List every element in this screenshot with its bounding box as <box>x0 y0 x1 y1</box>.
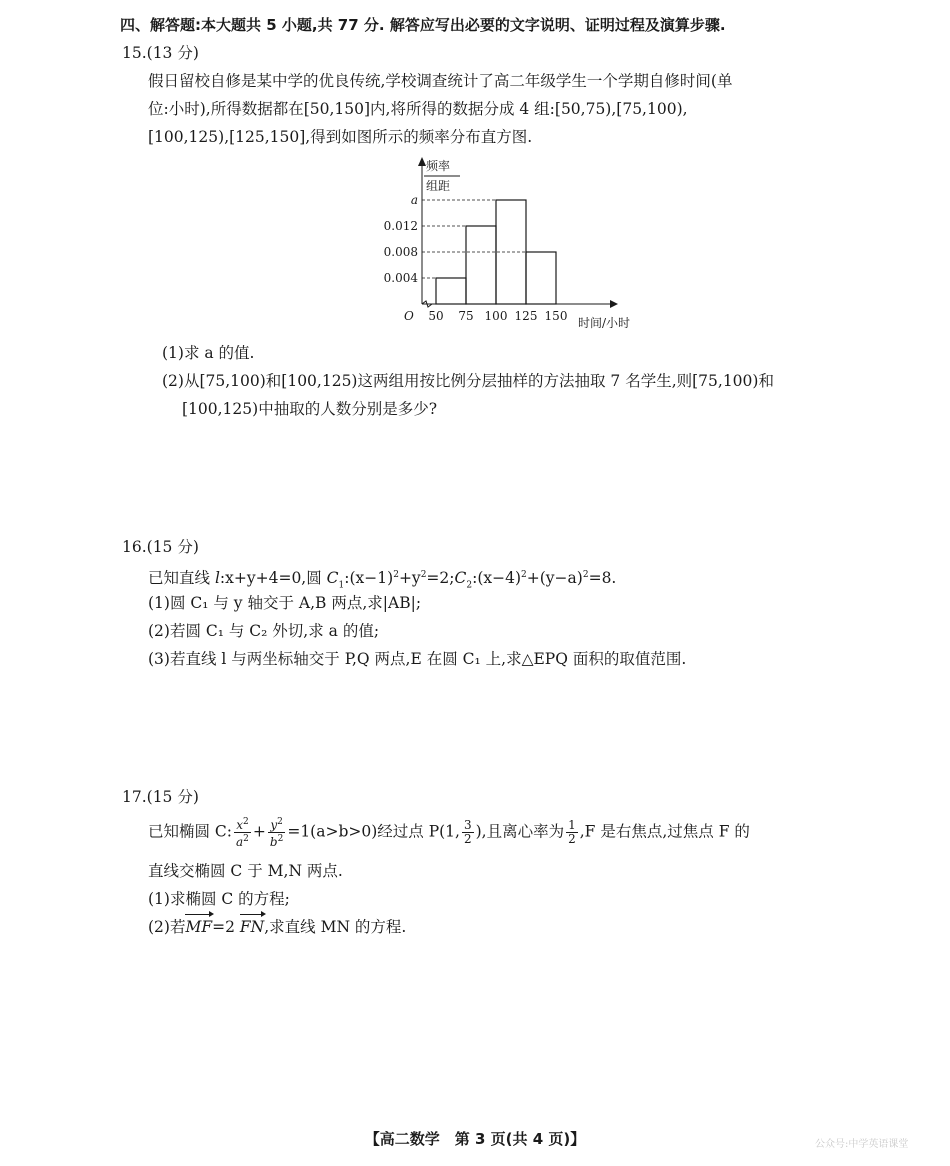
y-tick-label: 0.012 <box>383 219 418 233</box>
vector-fn: FN <box>239 918 265 936</box>
q16-part1: (1)圆 C₁ 与 y 轴交于 A,B 两点,求|AB|; <box>148 594 422 612</box>
q15-number: 15.(13 分) <box>122 44 199 62</box>
q16-part2: (2)若圆 C₁ 与 C₂ 外切,求 a 的值; <box>148 622 380 640</box>
q17-line2: 直线交椭圆 C 于 M,N 两点. <box>148 862 343 880</box>
q17-part2: (2)若MF=2 FN,求直线 MN 的方程. <box>148 918 407 936</box>
q15-para-line1: 假日留校自修是某中学的优良传统,学校调查统计了高二年级学生一个学期自修时间(单 <box>148 72 733 90</box>
x-tick-label: 125 <box>514 309 538 323</box>
y-axis-label-bottom: 组距 <box>426 179 451 193</box>
x-tick-label: 75 <box>458 309 474 323</box>
y-tick-label: 0.008 <box>383 245 418 259</box>
q15-part2-line2: [100,125)中抽取的人数分别是多少? <box>182 400 438 418</box>
frequency-histogram <box>370 152 680 342</box>
histogram-bar <box>466 226 496 304</box>
x-tick-label: 100 <box>484 309 508 323</box>
q17-number: 17.(15 分) <box>122 788 199 806</box>
histogram-bar <box>526 252 556 304</box>
histogram-bar <box>496 200 526 304</box>
watermark: 公众号:中学英语课堂 <box>815 1139 909 1150</box>
section-header: 四、解答题:本大题共 5 小题,共 77 分. 解答应写出必要的文字说明、证明过程及演算步骤. <box>120 16 726 34</box>
q16-part3: (3)若直线 l 与两坐标轴交于 P,Q 两点,E 在圆 C₁ 上,求△EPQ 面积的取值范围. <box>148 650 687 668</box>
q15-para-line2: 位:小时),所得数据都在[50,150]内,将所得的数据分成 4 组:[50,75),[75,100), <box>148 100 688 118</box>
x-axis-arrow <box>610 300 618 308</box>
q16-given: 已知直线 l:x+y+4=0,圆 $C_1:(x-1)^2+y^2=2;C_2:(x-4)^2+(y-a)^2=8$. <box>148 569 617 591</box>
x-axis-label: 时间/小时 <box>578 316 631 330</box>
q15-part1: (1)求 a 的值. <box>162 344 255 362</box>
x-tick-label: 150 <box>544 309 568 323</box>
q16-number: 16.(15 分) <box>122 538 199 556</box>
page-footer: 【高二数学 第 3 页(共 4 页)】 <box>364 1130 586 1148</box>
q17-given: 已知椭圆 C: $\frac{x^2}{a^2}$ + $\frac{y^2}{b^2}$ =1(a>b>0)经过点 P(1, $\frac{3}{2}$ ),且离心率为 $\frac{1}{2}$ ,F 是右焦点,过焦点 F 的 <box>148 817 750 849</box>
origin-label: O <box>404 309 414 323</box>
x-tick-label: 50 <box>428 309 444 323</box>
y-tick-label: 0.004 <box>383 271 418 285</box>
q17-part1: (1)求椭圆 C 的方程; <box>148 890 290 908</box>
vector-mf: MF <box>185 918 213 936</box>
y-tick-label: a <box>410 193 418 207</box>
y-axis-arrow <box>418 157 426 166</box>
q15-part2-line1: (2)从[75,100)和[100,125)这两组用按比例分层抽样的方法抽取 7 名学生,则[75,100)和 <box>162 372 774 390</box>
histogram-bar <box>436 278 466 304</box>
y-axis-label-top: 频率 <box>426 159 451 173</box>
q15-para-line3: [100,125),[125,150],得到如图所示的频率分布直方图. <box>148 128 533 146</box>
